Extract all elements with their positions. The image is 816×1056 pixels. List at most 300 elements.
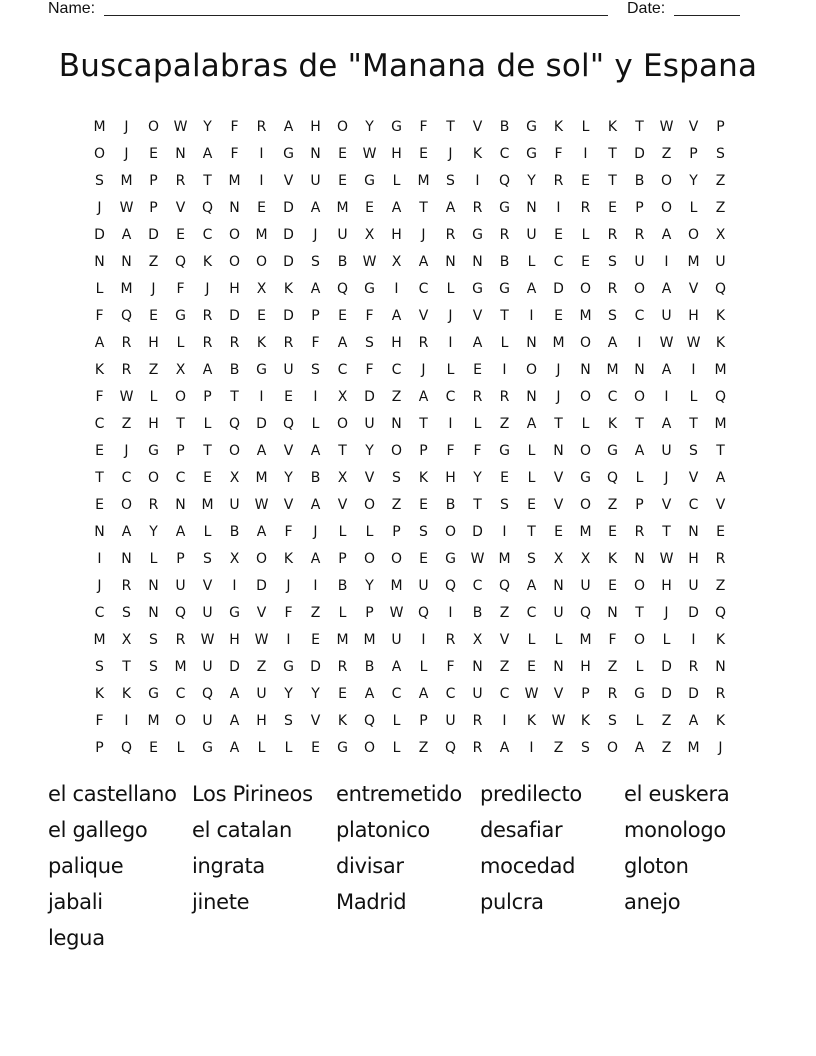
grid-letter: Z xyxy=(661,146,672,162)
grid-letter: E xyxy=(257,308,266,324)
grid-letter: L xyxy=(581,227,590,243)
grid-letter: N xyxy=(526,200,537,216)
grid-letter: A xyxy=(715,470,726,486)
grid-letter: R xyxy=(472,713,483,729)
grid-letter: F xyxy=(419,119,428,135)
grid-letter: C xyxy=(553,254,564,270)
grid-letter: O xyxy=(633,389,646,405)
grid-letter: O xyxy=(444,524,457,540)
grid-letter: J xyxy=(151,281,156,297)
grid-letter: K xyxy=(418,470,429,486)
grid-letter: N xyxy=(148,578,159,594)
grid-letter: O xyxy=(390,443,403,459)
grid-letter: S xyxy=(203,551,212,567)
word-item: el gallego xyxy=(48,818,148,842)
grid-letter: A xyxy=(256,443,267,459)
grid-letter: G xyxy=(364,173,375,189)
grid-letter: G xyxy=(472,281,483,297)
grid-letter: U xyxy=(418,578,429,594)
grid-letter: A xyxy=(310,443,321,459)
grid-letter: K xyxy=(553,119,564,135)
grid-letter: G xyxy=(256,362,267,378)
grid-letter: T xyxy=(608,173,617,189)
grid-letter: P xyxy=(365,605,374,621)
grid-letter: J xyxy=(124,443,129,459)
grid-letter: T xyxy=(446,119,455,135)
grid-letter: I xyxy=(448,416,453,432)
grid-letter: S xyxy=(95,659,104,675)
grid-letter: T xyxy=(230,389,239,405)
grid-letter: V xyxy=(661,497,672,513)
grid-letter: J xyxy=(124,119,129,135)
grid-letter: A xyxy=(661,416,672,432)
grid-letter: L xyxy=(95,281,104,297)
grid-letter: L xyxy=(365,524,374,540)
grid-letter: X xyxy=(229,470,240,486)
grid-letter: U xyxy=(688,578,699,594)
grid-letter: I xyxy=(259,389,264,405)
grid-letter: R xyxy=(418,335,429,351)
grid-letter: W xyxy=(659,119,674,135)
grid-letter: X xyxy=(553,551,564,567)
grid-letter: M xyxy=(714,362,727,378)
grid-letter: V xyxy=(688,119,699,135)
grid-letter: M xyxy=(174,659,187,675)
grid-letter: E xyxy=(527,659,536,675)
grid-letter: U xyxy=(202,713,213,729)
grid-letter: R xyxy=(715,686,726,702)
grid-letter: M xyxy=(336,200,349,216)
grid-letter: U xyxy=(526,227,537,243)
grid-letter: N xyxy=(391,416,402,432)
grid-letter: F xyxy=(608,632,617,648)
grid-letter: S xyxy=(122,605,131,621)
grid-letter: Q xyxy=(201,200,214,216)
grid-letter: I xyxy=(691,362,696,378)
grid-letter: L xyxy=(176,335,185,351)
grid-letter: D xyxy=(634,146,645,162)
grid-letter: G xyxy=(472,227,483,243)
grid-letter: J xyxy=(421,362,426,378)
grid-letter: I xyxy=(124,713,129,729)
grid-letter: D xyxy=(94,227,105,243)
grid-letter: L xyxy=(527,254,536,270)
grid-letter: K xyxy=(715,335,726,351)
grid-letter: H xyxy=(688,551,699,567)
grid-letter: T xyxy=(122,659,131,675)
grid-letter: O xyxy=(255,254,268,270)
grid-letter: S xyxy=(608,713,617,729)
grid-letter: J xyxy=(97,578,102,594)
grid-letter: Y xyxy=(203,119,212,135)
word-item: divisar xyxy=(336,854,404,878)
grid-letter: L xyxy=(500,335,509,351)
grid-letter: D xyxy=(688,686,699,702)
grid-letter: Z xyxy=(661,740,672,756)
grid-letter: O xyxy=(606,740,619,756)
word-item: gloton xyxy=(624,854,689,878)
word-item: Madrid xyxy=(336,890,407,914)
grid-letter: E xyxy=(608,524,617,540)
grid-letter: Y xyxy=(473,470,482,486)
grid-letter: M xyxy=(228,173,241,189)
grid-letter: D xyxy=(661,686,672,702)
grid-letter: H xyxy=(148,335,159,351)
grid-letter: U xyxy=(661,443,672,459)
word-item: mocedad xyxy=(480,854,576,878)
grid-letter: T xyxy=(95,470,104,486)
grid-letter: O xyxy=(633,632,646,648)
grid-letter: C xyxy=(391,362,402,378)
grid-letter: Z xyxy=(607,659,618,675)
grid-letter: Y xyxy=(365,578,374,594)
grid-letter: T xyxy=(419,200,428,216)
grid-letter: S xyxy=(527,551,536,567)
grid-letter: K xyxy=(202,254,213,270)
grid-letter: T xyxy=(338,443,347,459)
grid-letter: D xyxy=(256,416,267,432)
grid-letter: U xyxy=(337,227,348,243)
grid-letter: H xyxy=(688,308,699,324)
grid-letter: P xyxy=(338,551,347,567)
grid-letter: A xyxy=(526,578,537,594)
grid-letter: N xyxy=(553,443,564,459)
word-item: pulcra xyxy=(480,890,544,914)
word-item: Los Pirineos xyxy=(192,782,313,806)
grid-letter: A xyxy=(337,335,348,351)
grid-letter: Y xyxy=(149,524,158,540)
grid-letter: S xyxy=(311,362,320,378)
grid-letter: M xyxy=(120,281,133,297)
grid-letter: J xyxy=(448,146,453,162)
grid-letter: L xyxy=(527,632,536,648)
grid-letter: R xyxy=(580,200,591,216)
grid-letter: B xyxy=(310,470,321,486)
grid-letter: O xyxy=(660,200,673,216)
name-blank-line xyxy=(104,15,608,16)
grid-letter: O xyxy=(525,362,538,378)
grid-letter: E xyxy=(419,146,428,162)
grid-letter: W xyxy=(659,335,674,351)
grid-letter: U xyxy=(175,578,186,594)
grid-letter: M xyxy=(201,497,214,513)
grid-letter: A xyxy=(418,686,429,702)
grid-letter: A xyxy=(661,281,672,297)
grid-letter: T xyxy=(662,524,671,540)
grid-letter: U xyxy=(202,605,213,621)
grid-letter: B xyxy=(337,254,348,270)
grid-letter: N xyxy=(121,551,132,567)
grid-letter: E xyxy=(338,308,347,324)
grid-letter: T xyxy=(203,173,212,189)
grid-letter: I xyxy=(691,632,696,648)
grid-letter: K xyxy=(337,713,348,729)
grid-letter: E xyxy=(527,497,536,513)
grid-letter: J xyxy=(718,740,723,756)
grid-letter: D xyxy=(364,389,375,405)
grid-letter: A xyxy=(229,740,240,756)
grid-letter: C xyxy=(121,470,132,486)
grid-letter: A xyxy=(391,308,402,324)
grid-letter: N xyxy=(553,659,564,675)
grid-letter: E xyxy=(554,524,563,540)
grid-letter: K xyxy=(526,713,537,729)
grid-letter: A xyxy=(229,686,240,702)
grid-letter: M xyxy=(93,119,106,135)
grid-letter: D xyxy=(688,605,699,621)
grid-letter: O xyxy=(255,551,268,567)
grid-letter: M xyxy=(552,335,565,351)
word-item: el castellano xyxy=(48,782,177,806)
grid-letter: G xyxy=(499,281,510,297)
grid-letter: R xyxy=(688,659,699,675)
grid-letter: R xyxy=(499,389,510,405)
grid-letter: J xyxy=(556,362,561,378)
grid-letter: B xyxy=(499,119,510,135)
grid-letter: O xyxy=(687,227,700,243)
grid-letter: U xyxy=(310,173,321,189)
grid-letter: Y xyxy=(365,119,374,135)
grid-letter: O xyxy=(633,578,646,594)
grid-letter: H xyxy=(310,119,321,135)
grid-letter: A xyxy=(121,227,132,243)
grid-letter: P xyxy=(689,146,698,162)
grid-letter: B xyxy=(634,173,645,189)
grid-letter: B xyxy=(364,659,375,675)
grid-letter: U xyxy=(472,686,483,702)
grid-letter: R xyxy=(148,497,159,513)
grid-letter: D xyxy=(661,659,672,675)
grid-letter: I xyxy=(637,335,642,351)
grid-letter: M xyxy=(120,173,133,189)
grid-letter: Q xyxy=(363,713,376,729)
grid-letter: G xyxy=(283,659,294,675)
grid-letter: F xyxy=(446,443,455,459)
grid-letter: F xyxy=(311,335,320,351)
grid-letter: Z xyxy=(256,659,267,675)
grid-letter: N xyxy=(175,146,186,162)
grid-letter: R xyxy=(472,389,483,405)
grid-letter: O xyxy=(390,551,403,567)
header xyxy=(0,0,816,20)
grid-letter: T xyxy=(419,416,428,432)
grid-letter: A xyxy=(202,146,213,162)
grid-letter: J xyxy=(286,578,291,594)
grid-letter: Z xyxy=(607,497,618,513)
grid-letter: P xyxy=(176,443,185,459)
grid-letter: F xyxy=(554,146,563,162)
grid-letter: Z xyxy=(715,578,726,594)
grid-letter: R xyxy=(553,173,564,189)
grid-letter: A xyxy=(175,524,186,540)
grid-letter: F xyxy=(95,389,104,405)
grid-letter: F xyxy=(95,308,104,324)
grid-letter: Q xyxy=(498,173,511,189)
grid-letter: Y xyxy=(689,173,698,189)
grid-letter: N xyxy=(175,497,186,513)
grid-letter: N xyxy=(526,389,537,405)
grid-letter: G xyxy=(229,605,240,621)
grid-letter: I xyxy=(97,551,102,567)
grid-letter: G xyxy=(202,740,213,756)
grid-letter: M xyxy=(606,362,619,378)
word-list xyxy=(48,778,768,958)
grid-letter: P xyxy=(635,497,644,513)
grid-letter: V xyxy=(175,200,186,216)
grid-letter: S xyxy=(446,173,455,189)
grid-letter: D xyxy=(310,659,321,675)
grid-letter: G xyxy=(175,308,186,324)
grid-letter: A xyxy=(418,254,429,270)
grid-letter: O xyxy=(363,551,376,567)
grid-letter: O xyxy=(147,470,160,486)
grid-letter: I xyxy=(664,389,669,405)
grid-letter: Z xyxy=(661,713,672,729)
grid-letter: K xyxy=(607,551,618,567)
grid-letter: Q xyxy=(444,578,457,594)
grid-letter: X xyxy=(364,227,375,243)
grid-letter: C xyxy=(94,416,105,432)
grid-letter: W xyxy=(200,632,215,648)
word-item: anejo xyxy=(624,890,681,914)
grid-letter: G xyxy=(526,119,537,135)
grid-letter: U xyxy=(256,686,267,702)
grid-letter: L xyxy=(149,551,158,567)
grid-letter: A xyxy=(391,659,402,675)
grid-letter: X xyxy=(256,281,267,297)
grid-letter: G xyxy=(391,119,402,135)
grid-letter: N xyxy=(634,362,645,378)
grid-letter: I xyxy=(502,713,507,729)
grid-letter: A xyxy=(202,362,213,378)
grid-letter: E xyxy=(149,740,158,756)
grid-letter: C xyxy=(688,497,699,513)
grid-letter: L xyxy=(176,740,185,756)
grid-letter: R xyxy=(283,335,294,351)
grid-letter: K xyxy=(94,686,105,702)
grid-letter: E xyxy=(554,227,563,243)
grid-letter: K xyxy=(283,551,294,567)
word-item: palique xyxy=(48,854,124,878)
grid-letter: E xyxy=(473,362,482,378)
grid-letter: K xyxy=(715,308,726,324)
grid-letter: V xyxy=(256,605,267,621)
grid-letter: P xyxy=(149,173,158,189)
grid-letter: A xyxy=(661,227,672,243)
grid-letter: M xyxy=(255,470,268,486)
grid-letter: C xyxy=(499,146,510,162)
grid-letter: M xyxy=(579,524,592,540)
grid-letter: C xyxy=(445,686,456,702)
grid-letter: E xyxy=(608,200,617,216)
grid-letter: L xyxy=(527,470,536,486)
grid-letter: Z xyxy=(715,173,726,189)
grid-letter: A xyxy=(499,740,510,756)
grid-letter: M xyxy=(147,713,160,729)
grid-letter: F xyxy=(230,119,239,135)
grid-letter: I xyxy=(529,740,534,756)
grid-letter: V xyxy=(553,497,564,513)
grid-letter: J xyxy=(664,605,669,621)
grid-letter: T xyxy=(635,119,644,135)
grid-letter: Q xyxy=(282,416,295,432)
grid-letter: E xyxy=(716,524,725,540)
grid-letter: E xyxy=(338,686,347,702)
grid-letter: S xyxy=(419,524,428,540)
grid-letter: D xyxy=(283,200,294,216)
grid-letter: M xyxy=(498,551,511,567)
grid-letter: A xyxy=(688,713,699,729)
grid-letter: K xyxy=(256,335,267,351)
grid-letter: G xyxy=(445,551,456,567)
grid-letter: J xyxy=(313,524,318,540)
grid-letter: E xyxy=(608,578,617,594)
grid-letter: Q xyxy=(120,740,133,756)
grid-letter: Y xyxy=(284,470,293,486)
grid-letter: S xyxy=(311,254,320,270)
grid-letter: K xyxy=(94,362,105,378)
grid-letter: J xyxy=(556,389,561,405)
grid-letter: I xyxy=(313,578,318,594)
grid-letter: L xyxy=(635,470,644,486)
grid-letter: I xyxy=(286,632,291,648)
grid-letter: S xyxy=(581,740,590,756)
grid-letter: G xyxy=(148,443,159,459)
grid-letter: N xyxy=(634,551,645,567)
grid-letter: K xyxy=(607,119,618,135)
grid-letter: X xyxy=(229,551,240,567)
grid-letter: I xyxy=(556,200,561,216)
grid-letter: E xyxy=(365,200,374,216)
grid-letter: M xyxy=(363,632,376,648)
grid-letter: P xyxy=(149,200,158,216)
grid-letter: F xyxy=(365,362,374,378)
grid-letter: G xyxy=(580,470,591,486)
grid-letter: R xyxy=(715,551,726,567)
grid-letter: W xyxy=(254,497,269,513)
grid-letter: X xyxy=(472,632,483,648)
grid-letter: H xyxy=(148,416,159,432)
grid-letter: J xyxy=(421,227,426,243)
grid-letter: Q xyxy=(579,605,592,621)
grid-letter: N xyxy=(580,362,591,378)
grid-letter: H xyxy=(661,578,672,594)
grid-letter: S xyxy=(392,470,401,486)
grid-letter: A xyxy=(310,497,321,513)
grid-letter: L xyxy=(662,632,671,648)
grid-letter: S xyxy=(284,713,293,729)
grid-letter: G xyxy=(499,443,510,459)
grid-letter: E xyxy=(554,308,563,324)
grid-letter: J xyxy=(664,470,669,486)
grid-letter: E xyxy=(338,173,347,189)
grid-letter: J xyxy=(97,200,102,216)
word-item: el catalan xyxy=(192,818,292,842)
grid-letter: F xyxy=(230,146,239,162)
grid-letter: U xyxy=(580,578,591,594)
grid-letter: U xyxy=(364,416,375,432)
grid-letter: H xyxy=(445,470,456,486)
grid-letter: F xyxy=(176,281,185,297)
grid-letter: K xyxy=(283,281,294,297)
grid-letter: N xyxy=(472,659,483,675)
grid-letter: N xyxy=(121,254,132,270)
grid-letter: Q xyxy=(606,470,619,486)
grid-letter: A xyxy=(391,200,402,216)
grid-letter: N xyxy=(472,254,483,270)
grid-letter: W xyxy=(524,686,539,702)
grid-letter: E xyxy=(419,551,428,567)
